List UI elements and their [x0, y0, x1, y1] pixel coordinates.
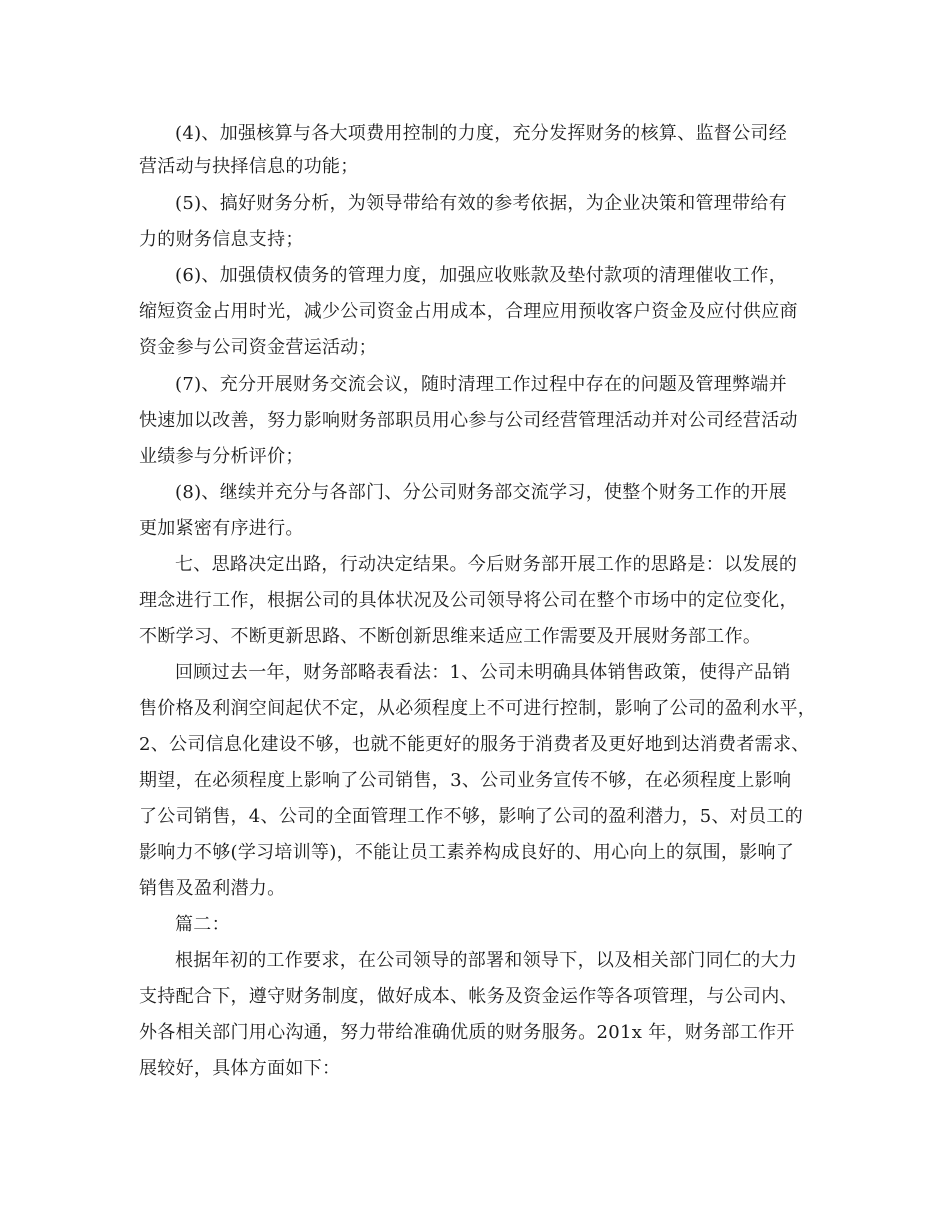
- text-line: 根据年初的工作要求，在公司领导的部署和领导下，以及相关部门同仁的大力: [175, 950, 798, 971]
- text-line: (5)、搞好财务分析，为领导带给有效的参考依据，为企业决策和管理带给有: [175, 193, 787, 214]
- text-line: 影响力不够(学习培训等)，不能让员工素养构成良好的、用心向上的氛围，影响了: [139, 842, 795, 863]
- text-line: 快速加以改善，努力影响财务部职员用心参与公司经营管理活动并对公司经营活动: [139, 410, 798, 431]
- text-line: 资金参与公司资金营运活动；: [139, 337, 377, 358]
- text-line: (4)、加强核算与各大项费用控制的力度，充分发挥财务的核算、监督公司经: [175, 123, 787, 144]
- text-line: 售价格及利润空间起伏不定，从必须程度上不可进行控制，影响了公司的盈利水平，: [139, 698, 817, 719]
- text-line: 营活动与抉择信息的功能；: [139, 156, 359, 177]
- text-line: 销售及盈利潜力。: [139, 878, 286, 899]
- text-line: 外各相关部门用心沟通，努力带给准确优质的财务服务。201x 年，财务部工作开: [139, 1022, 795, 1043]
- text-line: 业绩参与分析评价；: [139, 446, 304, 467]
- section-heading: 篇二：: [175, 914, 230, 935]
- text-line: 七、思路决定出路，行动决定结果。今后财务部开展工作的思路是：以发展的: [175, 554, 798, 575]
- text-line: 展较好，具体方面如下：: [139, 1058, 341, 1079]
- text-line: 支持配合下，遵守财务制度，做好成本、帐务及资金运作等各项管理，与公司内、: [139, 986, 798, 1007]
- text-line: 力的财务信息支持；: [139, 229, 304, 250]
- text-line: (6)、加强债权债务的管理力度，加强应收账款及垫付款项的清理催收工作，: [175, 265, 787, 286]
- text-line: 不断学习、不断更新思路、不断创新思维来适应工作需要及开展财务部工作。: [139, 626, 762, 647]
- text-line: 理念进行工作，根据公司的具体状况及公司领导将公司在整个市场中的定位变化，: [139, 590, 798, 611]
- text-line: 了公司销售，4、公司的全面管理工作不够，影响了公司的盈利潜力，5、对员工的: [139, 806, 804, 827]
- text-line: (7)、充分开展财务交流会议，随时清理工作过程中存在的问题及管理弊端并: [175, 374, 787, 395]
- text-line: 回顾过去一年，财务部略表看法：1、公司未明确具体销售政策，使得产品销: [175, 662, 791, 683]
- text-line: 期望，在必须程度上影响了公司销售，3、公司业务宣传不够，在必须程度上影响: [139, 770, 792, 791]
- text-line: 2、公司信息化建设不够，也就不能更好的服务于消费者及更好地到达消费者需求、: [139, 734, 810, 755]
- text-line: (8)、继续并充分与各部门、分公司财务部交流学习，使整个财务工作的开展: [175, 482, 787, 503]
- text-line: 更加紧密有序进行。: [139, 518, 304, 539]
- text-line: 缩短资金占用时光，减少公司资金占用成本，合理应用预收客户资金及应付供应商: [139, 301, 798, 322]
